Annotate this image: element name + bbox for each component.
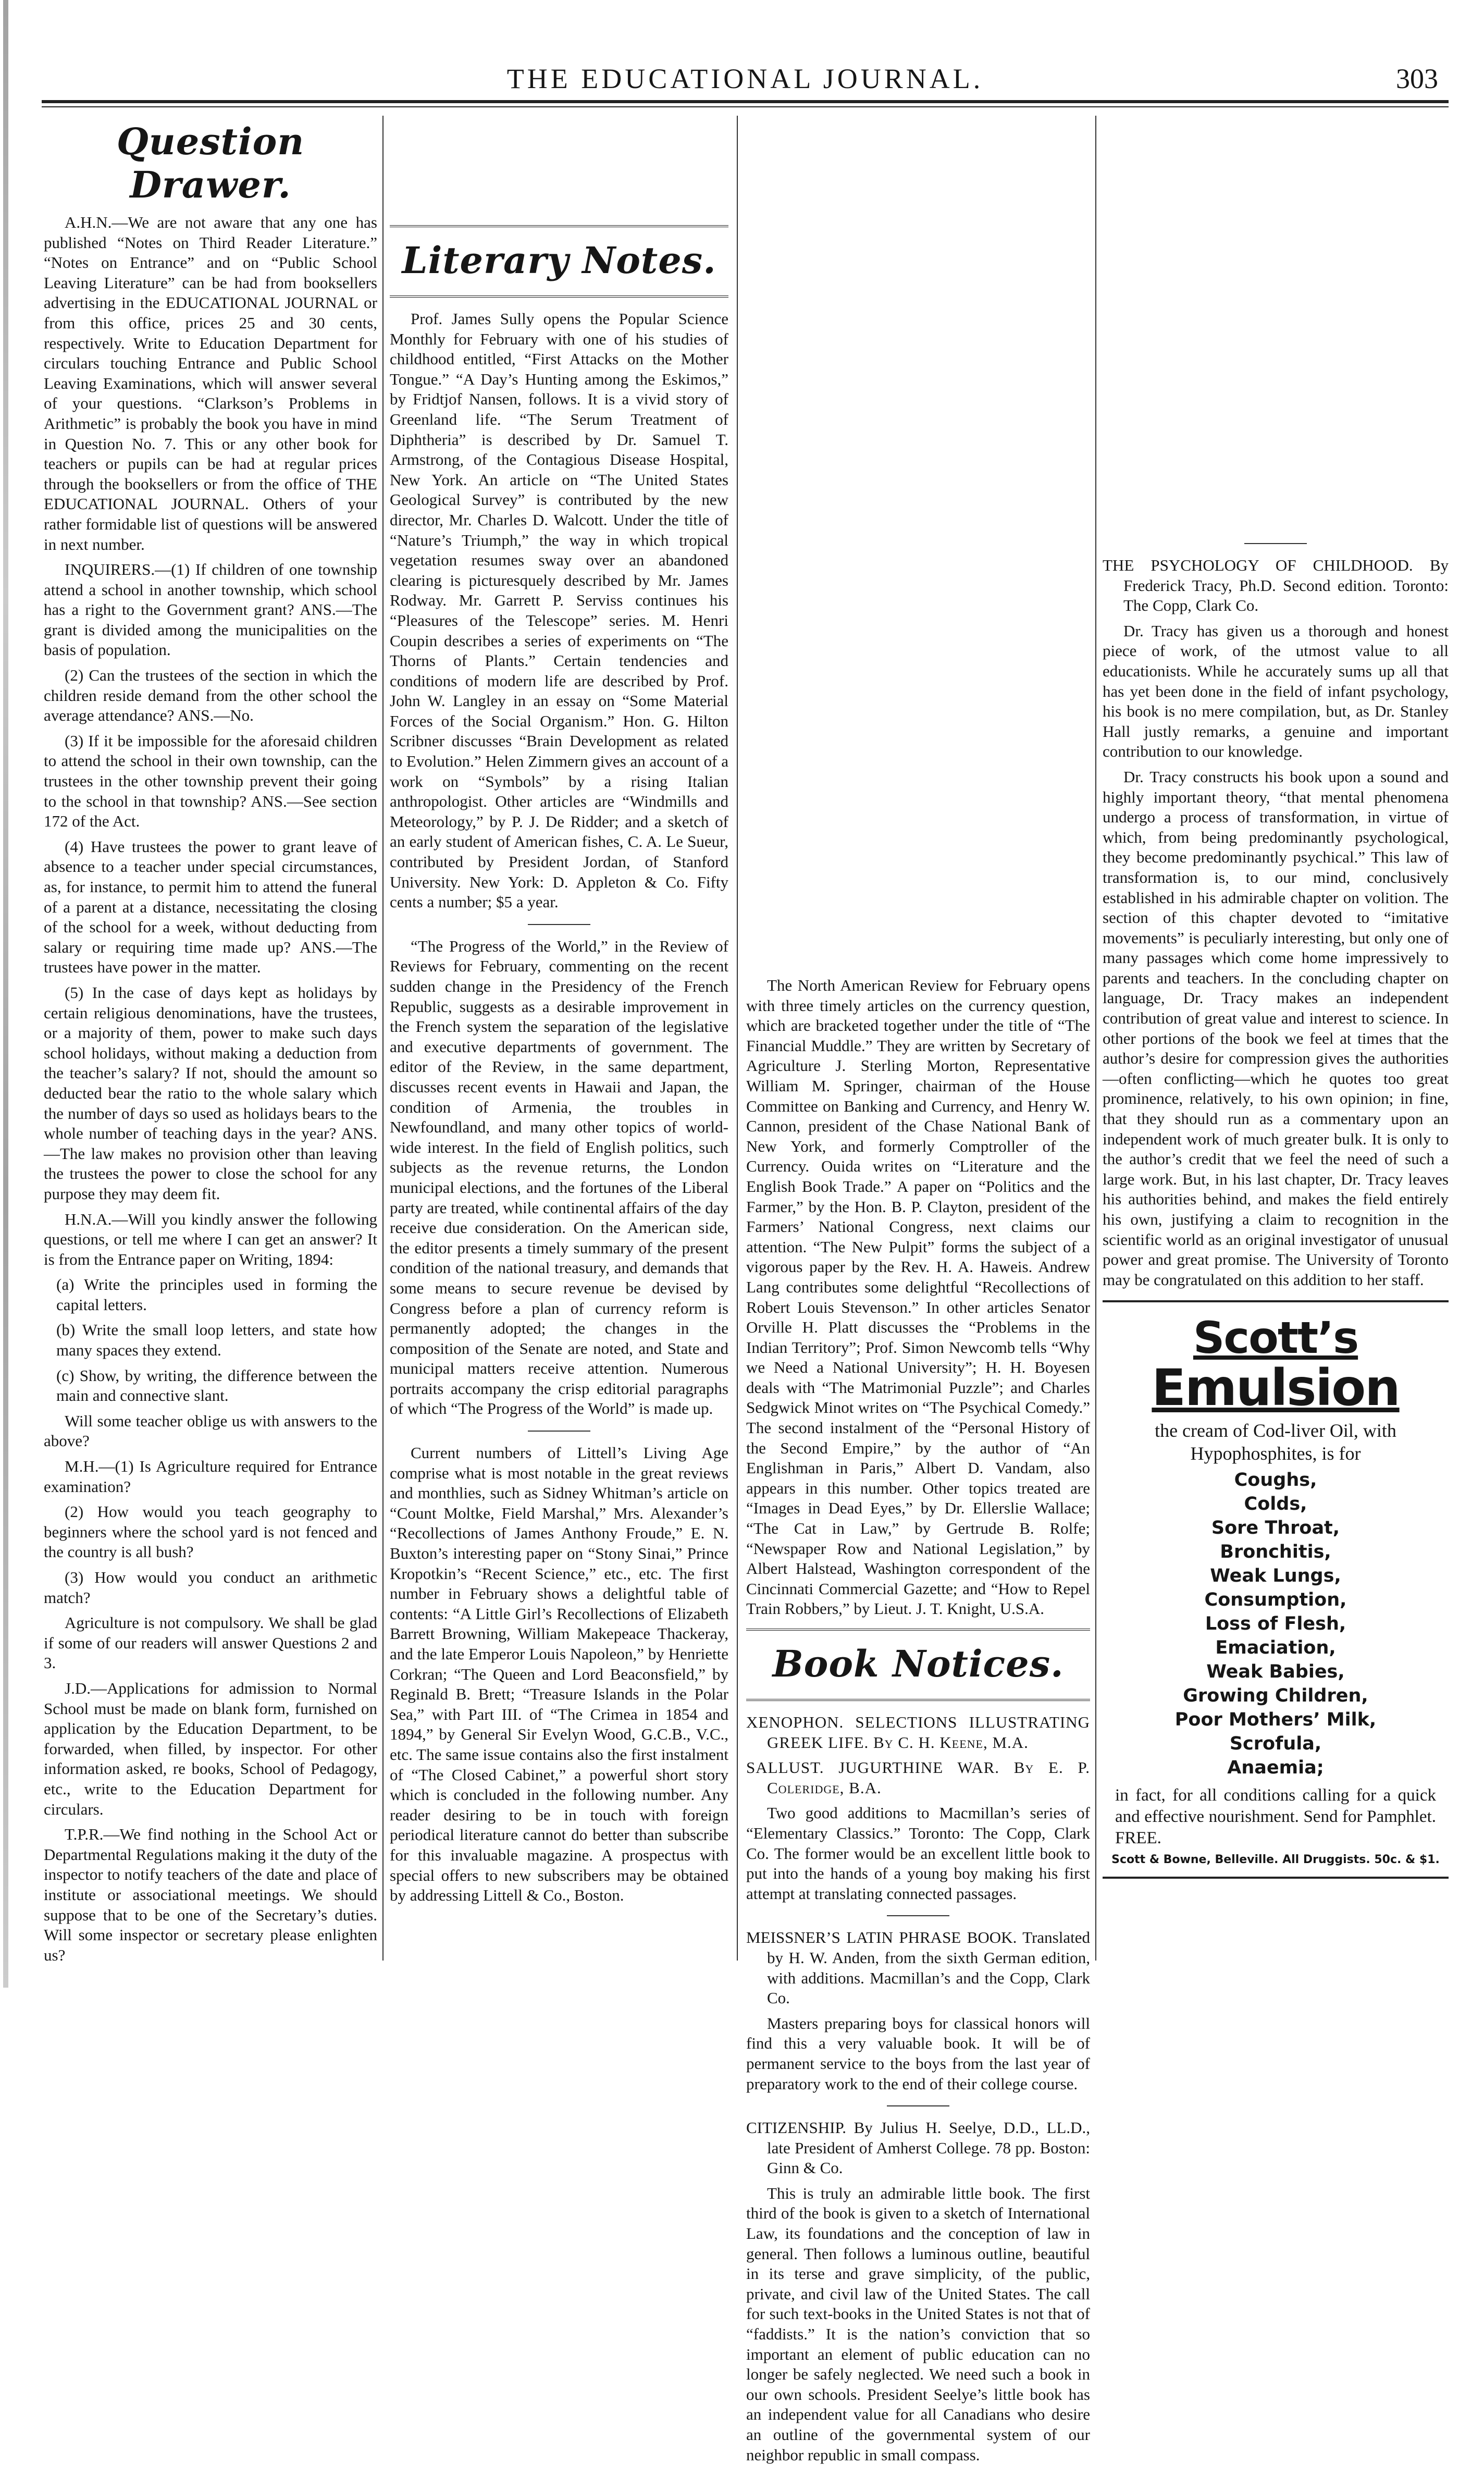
answer-inquirers-1: INQUIRERS.—(1) If children of one township attend a school in another township, which school has a right to the Government grant? ANS.—The grant is divided among the municipalities on the basis of population. [44,560,377,659]
question-drawer-heading: Question Drawer. [116,120,305,206]
ad-ailment: Anaemia; [1227,1757,1324,1779]
ad-ailment: Emaciation, [1215,1637,1336,1659]
answer-tpr: T.P.R.—We find nothing in the School Act or Departmental Regulations making it the duty of the inspector to notify teachers of the date and place of institute or associational meetings. We should suppose that to be one of the Secretary’s duties. Will some inspector or secretary please enlighten us? [44,1825,377,1964]
ad-ailment: Weak Lungs, [1210,1566,1341,1587]
review-elementary-classics: Two good additions to Macmillan’s series of “Elementary Classics.” Toronto: The Copp, Clark Co. The former would be an excellent little book to put into the hands of a young boy making his first attempt at translating connected passages. [746,1804,1090,1903]
header-rule-thin [42,106,1449,107]
ad-ailment: Coughs, [1234,1470,1317,1491]
question-mh-2: (2) How would you teach geography to beginners where the school yard is not fenced and the country is all bush? [44,1502,377,1561]
ad-ailment: Poor Mothers’ Milk, [1174,1709,1377,1731]
note-popular-science: Prof. James Sully opens the Popular Science Monthly for February with one of his studies of childhood entitled, “First Attacks on the Mother Tongue.” “A Day’s Hunting among the Eskimos,” by Fridtjof Nansen, follows. It is a vivid story of Greenland life. “The Serum Treatment of Diphtheria” is described by Dr. Samuel T. Armstrong, of the Contagious Disease Hospital, New York. An article on “The United States Geological Survey” is contributed by the new director, Mr. Charles D. Walcott. Under the title of “Nature’s Triumph,” the way in which tropical vegetation resumes sway over an abandoned clearing is picturesquely described by Mr. James Rodway. Mr. Garrett P. Serviss continues his “Pleasures of the Telescope” series. M. Henri Coupin describes a series of experiments on “The Thorns of Plants.” Certain tendencies and conditions of modern life are described by Prof. John W. Langley in an essay on “Some Material Forces of the Social Organism.” Hon. G. Hilton Scribner discusses “Brain Development as related to Evolution.” Helen Zimmern gives an account of a work on “Symbols” by a rising Italian anthropologist. Other articles are “Windmills and Meteorology,” by P. J. De Ridder; and a sketch of an early student of American fishes, C. A. Le Sueur, contributed by President Jordan, of Stanford University. New York: D. Appleton & Co. Fifty cents a number; $5 a year. [390,310,728,911]
section-rule [887,1915,949,1916]
answer-inquirers-4: (4) Have trustees the power to grant leave of absence to a teacher under special circumstances, as, for instance, to permit him to attend the funeral of a parent at a distance, necessitating the closing of the school for a week, without deducting from salary or requiring time made up? ANS.—The trustees have power in the matter. [44,837,377,977]
column-divider [382,116,384,1961]
ad-ailment: Bronchitis, [1220,1542,1331,1563]
ad-brand-emulsion: Emulsion [1152,1359,1400,1418]
page-edge-shadow [3,0,8,1988]
page-number: 303 [1396,63,1438,94]
ad-ailment: Sore Throat, [1211,1518,1340,1539]
review-tracy-2: Dr. Tracy constructs his book upon a sound and highly important theory, “that mental phenomena undergo a process of transformation, in virtue of which, from being predominantly psychological, they become predominantly psychical.” This law of transformation is, to our mind, conclusively established in his admirable chapter on volition. The section of this chapter devoted to “imitative movements” is peculiarly interesting, but only one of many passages which come home impressively to parents and teachers. In the concluding chapter on language, Dr. Tracy makes an independent contribution of great value and interest to science. In other portions of the book we feel at times that the author’s desire for compression gives the authorities—often conflicting—which he quotes too great prominence, relatively, to his own opinion; in fine, that they should run as a commentary upon an independent work of much greater bulk. It is only to the author’s credit that we feel the need of such a large work. But, in his last chapter, Dr. Tracy leaves his authorities behind, and makes the field entirely his own, justifying a claim to recognition in the scientific world as an original investigator of unusual power and great promise. The University of Toronto may be congratulated on this addition to her staff. [1103,767,1449,1289]
answer-inquirers-5: (5) In the case of days kept as holidays by certain religious denominations, have the trustees, or a majority of them, power to make such days school holidays, without making a deduction from the teacher’s salary? If not, should the amount so deducted bear the ratio to the whole salary which the number of days so used as holidays bears to the whole number of teaching days in the year? ANS.—The law makes no provision other than leaving the trustees the power to close the school for any purpose they may deem fit. [44,983,377,1203]
column-4 [1103,116,1449,1961]
review-citizenship: This is truly an admirable little book. The first third of the book is given to a sketch of International Law, its foundations and the conception of law in general. Then follows a luminous outline, beautiful in its terse and grave simplicity, of the public, private, and civil law of the United States. The call for such text-books in the United States is not that of “faddists.” It is the nation’s conviction that so important an element of public education can no longer be safely neglected. We need such a book in our own schools. President Seelye’s little book has an independent value for all Canadians who desire an outline of the governmental system of our neighbor republic in small compass. [746,2184,1090,2464]
book-notices-heading-box [746,1629,1090,1701]
answer-ahn: A.H.N.—We are not aware that any one has published “Notes on Third Reader Literature.” “Notes on Entrance” and on “Public School Leaving Literature” can be had from booksellers advertising in the EDUCATIONAL JOURNAL or from this office, prices 25 and 30 cents, respectively. Write to Education Department for circulars touching Entrance and Public School Leaving Examinations, which will answer several of your questions. “Clarkson’s Problems in Arithmetic” is probably the book you have in mind in Question No. 7. This or any other book for teachers or pupils can be had at regular prices through the booksellers or from the office of THE EDUCATIONAL JOURNAL. Others of your rather formidable list of questions will be answered in next number. [44,213,377,553]
header-rule [42,100,1449,103]
book-title-xenophon: XENOPHON. SELECTIONS ILLUSTRATING GREEK LIFE. By C. H. Keene, M.A. [746,1713,1090,1752]
question-hna: H.N.A.—Will you kindly answer the following questions, or tell me where I can get an answer? It is from the Entrance paper on Writing, 1894: [44,1210,377,1268]
answer-mh: Agriculture is not compulsory. We shall be glad if some of our readers will answer Questions 2 and 3. [44,1613,377,1672]
section-rule [528,1431,590,1432]
literary-notes-heading: Literary Notes. [402,239,716,282]
section-rule [1244,543,1307,544]
ad-ailment: Weak Babies, [1206,1661,1345,1683]
section-rule [528,924,590,925]
scotts-emulsion-advertisement [1103,1300,1449,1879]
running-head [42,58,1449,100]
continued-text-space [746,116,1090,976]
ad-ailment: Scrofula, [1229,1733,1322,1755]
book-title-psychology-of-childhood: THE PSYCHOLOGY OF CHILDHOOD. By Frederick Tracy, Ph.D. Second edition. Toronto: The Copp, Clark Co. [1103,556,1449,615]
ad-brand-scotts: Scott’s [1193,1312,1358,1364]
ad-footer: Scott & Bowne, Belleville. All Druggists. 50c. & $1. [1111,1853,1440,1867]
journal-title: THE EDUCATIONAL JOURNAL. [506,63,984,94]
literary-notes-heading-box [390,225,728,298]
ad-ailment: Consumption, [1204,1589,1347,1611]
question-hna-c: (c) Show, by writing, the difference between the main and connective slant. [56,1366,377,1405]
ad-ailment: Colds, [1244,1494,1307,1515]
column-2 [390,116,728,1961]
section-rule [887,2105,949,2106]
question-hna-b: (b) Write the small loop letters, and state how many spaces they extend. [56,1321,377,1360]
book-notices-heading: Book Notices. [772,1642,1064,1685]
ad-tagline: in fact, for all conditions calling for a quick and effective nourishment. Send for Pamphlet. FREE. [1115,1786,1436,1848]
question-mh-1: M.H.—(1) Is Agriculture required for Entrance examination? [44,1457,377,1496]
column-1 [44,116,377,1964]
answer-jd: J.D.—Applications for admission to Normal School must be made on blank form, furnished on application by the Education Department, to be forwarded, when filled, by inspector. For other information asked, re books, School of Pedagogy, etc., write to the Education Department for circulars. [44,1679,377,1818]
column-divider [1095,116,1096,1961]
review-tracy-1: Dr. Tracy has given us a thorough and honest piece of work, of the utmost value to all educationists. While he accurately sums up all that has yet been done in the field of infant psychology, his book is no mere compilation, but, as Dr. Stanley Hall justly remarks, a genuine and important contribution to our knowledge. [1103,621,1449,761]
note-review-of-reviews: “The Progress of the World,” in the Review of Reviews for February, commenting on the recent sudden change in the Presidency of the French Republic, suggests as a desirable improvement in the French system the separation of the legislative and executive departments of government. The editor of the Review, in the same department, discusses recent events in Hawaii and Japan, the condition of Armenia, the troubles in Newfoundland, and many other topics of world-wide interest. In the field of English politics, such subjects as the revenue returns, the London municipal elections, and the fortunes of the Liberal party are treated, while continental affairs of the day receive due consideration. On the American side, the editor presents a timely summary of the present condition of the national treasury, and demands that some means to secure revenue be devised by Congress before a plan of currency reform is permanently adopted; the changes in the composition of the Senate are noted, and State and municipal matters receive attention. Numerous portraits accompany the crisp editorial paragraphs of which “The Progress of the World” is made up. [390,936,728,1418]
column-divider [737,116,738,1961]
ad-intro: the cream of Cod-liver Oil, with Hypophosphites, is for [1155,1420,1396,1464]
note-littells-living-age: Current numbers of Littell’s Living Age comprise what is most notable in the great reviews and monthlies, such as Sidney Whitman’s article on “Count Moltke, Field Marshal,” Mrs. Alexander’s “Recollections of James Anthony Froude,” E. N. Buxton’s interesting paper on “Stony Sinai,” Prince Kropotkin’s “Recent Science,” etc., etc. The first number in February shows a delightful table of contents: “A Little Girl’s Recollections of Elizabeth Barrett Browning, William Makepeace Thackeray, and the late Emperor Louis Napoleon,” by Henriette Corkran; “The Queen and Lord Beaconsfield,” by Reginald B. Brett; “Treasure Islands in the Polar Sea,” with Part III. of “The Crimea in 1854 and 1894,” by General Sir Evelyn Wood, G.C.B., V.C., etc. The same issue contains also the first instalment of “The Closed Cabinet,” a powerful short story which is concluded in the following number. Any reader desiring to be in touch with foreign periodical literature cannot do better than subscribe for this invaluable magazine. A prospectus with special offers to new subscribers may be obtained by addressing Littell & Co., Boston. [390,1444,728,1905]
review-meissner: Masters preparing boys for classical honors will find this a very valuable book. It will be of permanent service to the boys from the last year of preparatory work to the end of their college course. [746,2014,1090,2093]
ad-ailment: Growing Children, [1183,1685,1368,1707]
book-title-sallust: SALLUST. JUGURTHINE WAR. By E. P. Coleridge, B.A. [746,1758,1090,1797]
question-hna-a: (a) Write the principles used in forming the capital letters. [56,1275,377,1314]
book-title-meissner: MEISSNER’S LATIN PHRASE BOOK. Translated by H. W. Anden, from the sixth German edition, with additions. Macmillan’s and the Copp, Clark Co. [746,1928,1090,2007]
book-title-citizenship: CITIZENSHIP. By Julius H. Seelye, D.D., LL.D., late President of Amherst College. 78 pp. Boston: Ginn & Co. [746,2118,1090,2177]
answer-inquirers-3: (3) If it be impossible for the aforesaid children to attend the school in their own township, can the trustees in the other township prevent their going to the school in that township? ANS.—See section 172 of the Act. [44,731,377,831]
ad-ailment-list [1108,1468,1443,1780]
note-north-american-review: The North American Review for February opens with three timely articles on the currency question, which are bracketed together under the title of “The Financial Muddle.” They are written by Secretary of Agriculture J. Sterling Morton, Representative William M. Springer, chairman of the House Committee on Banking and Currency, and Henry W. Cannon, president of the Chase National Bank of New York, and formerly Comptroller of the Currency. Ouida writes on “Literature and the English Book Trade.” A paper on “Politics and the Farmer,” by the Hon. B. P. Clayton, president of the Farmers’ National Congress, next claims our attention. “The New Pulpit” forms the subject of a vigorous paper by the Rev. H. A. Haweis. Andrew Lang contributes some delightful “Recollections of Robert Louis Stevenson.” In other articles Senator Orville H. Platt discusses the “Problems in the Indian Territory”; Prof. Simon Newcomb tells “Why we Need a National University”; H. H. Boyesen deals with “The Matrimonial Puzzle”; and Charles Sedgwick Minot writes on “The Psychical Comedy.” The second instalment of the “Personal History of the Second Empire,” by the author of “An Englishman in Paris,” Albert D. Vandam, also appears in this number. Other topics treated are “Images in Dead Eyes,” by Dr. Ellerslie Wallace; “The Cat in Law,” by Gertrude B. Rolfe; “Newspaper Row and National Legislation,” by Albert Halstead, Washington correspondent of the Cincinnati Commercial Gazette; and “How to Repel Train Robbers,” by Lieut. J. T. Knight, U.S.A. [746,976,1090,1618]
question-mh-3: (3) How would you conduct an arithmetic match? [44,1568,377,1607]
answer-inquirers-2: (2) Can the trustees of the section in which the children reside demand from the other school the average attendance? ANS.—No. [44,666,377,725]
column-3 [746,116,1090,2464]
appeal-teachers: Will some teacher oblige us with answers to the above? [44,1411,377,1450]
ad-ailment: Loss of Flesh, [1205,1613,1346,1635]
